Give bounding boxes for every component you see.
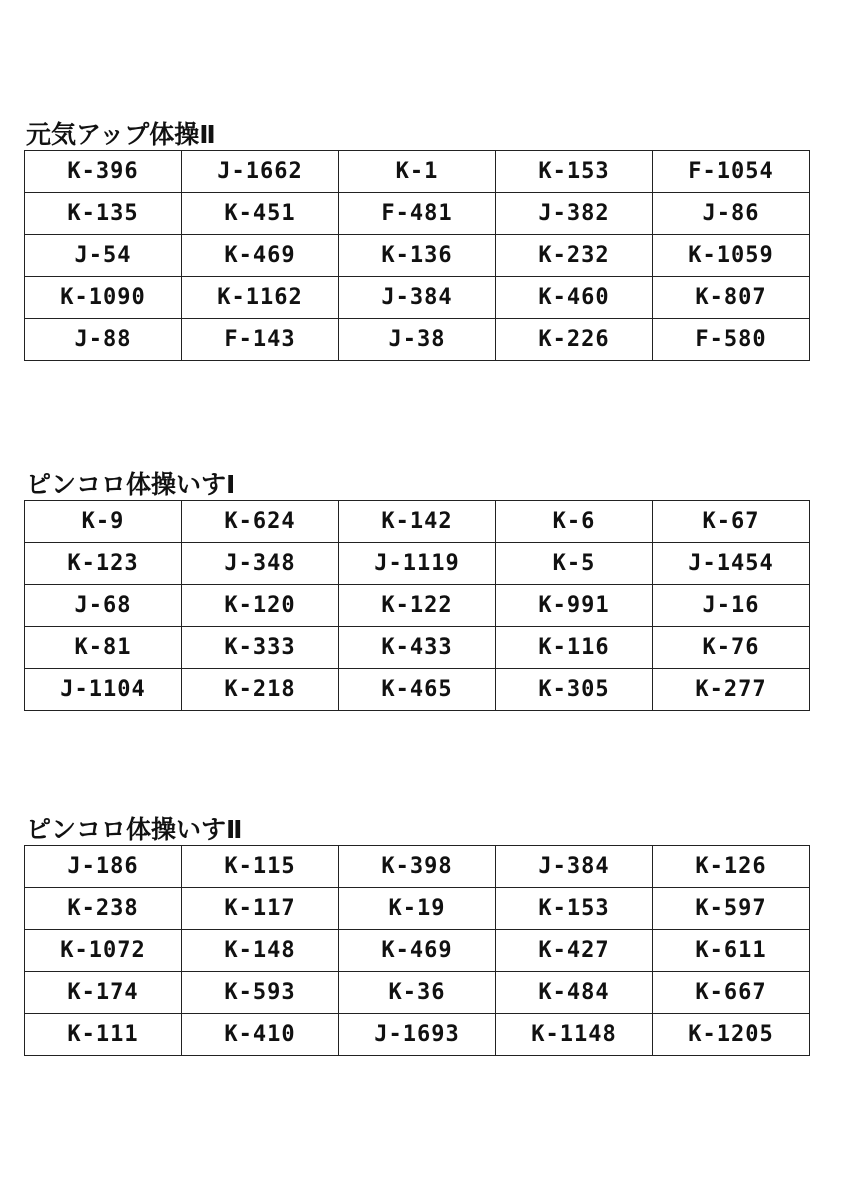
code-table [24, 500, 810, 711]
code-cell: K-807 [653, 277, 810, 319]
code-cell: K-142 [339, 501, 496, 543]
code-cell: K-991 [496, 585, 653, 627]
code-cell: K-135 [25, 193, 182, 235]
code-cell: J-384 [496, 846, 653, 888]
code-cell: J-1662 [182, 151, 339, 193]
code-cell: J-38 [339, 319, 496, 361]
code-cell: K-76 [653, 627, 810, 669]
section-title: ピンコロ体操いすⅠ [26, 470, 236, 499]
code-cell: K-120 [182, 585, 339, 627]
table-row [25, 501, 810, 543]
code-cell: K-427 [496, 930, 653, 972]
code-cell: K-396 [25, 151, 182, 193]
code-cell: K-1 [339, 151, 496, 193]
code-cell: K-1205 [653, 1014, 810, 1056]
code-cell: K-153 [496, 888, 653, 930]
code-cell: J-186 [25, 846, 182, 888]
code-cell: K-611 [653, 930, 810, 972]
code-cell: K-6 [496, 501, 653, 543]
code-cell: K-410 [182, 1014, 339, 1056]
code-cell: K-111 [25, 1014, 182, 1056]
code-cell: K-153 [496, 151, 653, 193]
code-cell: K-67 [653, 501, 810, 543]
code-cell: K-81 [25, 627, 182, 669]
section-pinkoro-taiso-isu-1 [24, 470, 810, 711]
code-cell: J-1454 [653, 543, 810, 585]
code-cell: F-481 [339, 193, 496, 235]
code-cell: K-5 [496, 543, 653, 585]
table-row [25, 585, 810, 627]
code-cell: K-460 [496, 277, 653, 319]
code-cell: K-1059 [653, 235, 810, 277]
code-cell: K-19 [339, 888, 496, 930]
code-cell: F-1054 [653, 151, 810, 193]
code-cell: K-1148 [496, 1014, 653, 1056]
code-cell: J-86 [653, 193, 810, 235]
code-cell: K-9 [25, 501, 182, 543]
code-cell: K-126 [653, 846, 810, 888]
code-cell: J-1119 [339, 543, 496, 585]
table-row [25, 669, 810, 711]
code-cell: K-116 [496, 627, 653, 669]
code-cell: J-384 [339, 277, 496, 319]
code-cell: K-451 [182, 193, 339, 235]
table-row [25, 1014, 810, 1056]
code-cell: K-465 [339, 669, 496, 711]
code-cell: K-218 [182, 669, 339, 711]
code-cell: K-277 [653, 669, 810, 711]
code-cell: K-226 [496, 319, 653, 361]
table-row [25, 319, 810, 361]
table-row [25, 930, 810, 972]
code-cell: K-624 [182, 501, 339, 543]
code-cell: F-580 [653, 319, 810, 361]
table-row [25, 846, 810, 888]
code-cell: K-1072 [25, 930, 182, 972]
code-cell: K-115 [182, 846, 339, 888]
code-cell: J-54 [25, 235, 182, 277]
code-cell: K-469 [182, 235, 339, 277]
code-cell: K-232 [496, 235, 653, 277]
code-cell: K-398 [339, 846, 496, 888]
code-cell: J-382 [496, 193, 653, 235]
code-cell: K-1162 [182, 277, 339, 319]
code-cell: K-333 [182, 627, 339, 669]
table-row [25, 543, 810, 585]
code-cell: F-143 [182, 319, 339, 361]
code-cell: K-36 [339, 972, 496, 1014]
code-cell: J-88 [25, 319, 182, 361]
code-cell: K-123 [25, 543, 182, 585]
code-table [24, 845, 810, 1056]
code-cell: K-433 [339, 627, 496, 669]
table-row [25, 627, 810, 669]
table-row [25, 235, 810, 277]
code-cell: K-305 [496, 669, 653, 711]
code-cell: K-136 [339, 235, 496, 277]
code-cell: K-174 [25, 972, 182, 1014]
section-pinkoro-taiso-isu-2 [24, 815, 810, 1056]
code-cell: K-593 [182, 972, 339, 1014]
section-title: 元気アップ体操Ⅱ [26, 120, 216, 149]
code-cell: K-484 [496, 972, 653, 1014]
table-row [25, 277, 810, 319]
code-cell: J-348 [182, 543, 339, 585]
code-table [24, 150, 810, 361]
code-cell: K-667 [653, 972, 810, 1014]
section-genki-up-taiso-2 [24, 120, 810, 361]
code-cell: K-148 [182, 930, 339, 972]
code-cell: K-117 [182, 888, 339, 930]
code-cell: J-16 [653, 585, 810, 627]
table-row [25, 151, 810, 193]
section-title: ピンコロ体操いすⅡ [26, 815, 243, 844]
code-cell: K-238 [25, 888, 182, 930]
code-cell: K-597 [653, 888, 810, 930]
table-row [25, 888, 810, 930]
code-cell: J-68 [25, 585, 182, 627]
code-cell: K-1090 [25, 277, 182, 319]
code-cell: J-1693 [339, 1014, 496, 1056]
code-cell: K-122 [339, 585, 496, 627]
code-cell: J-1104 [25, 669, 182, 711]
table-row [25, 972, 810, 1014]
code-cell: K-469 [339, 930, 496, 972]
table-row [25, 193, 810, 235]
